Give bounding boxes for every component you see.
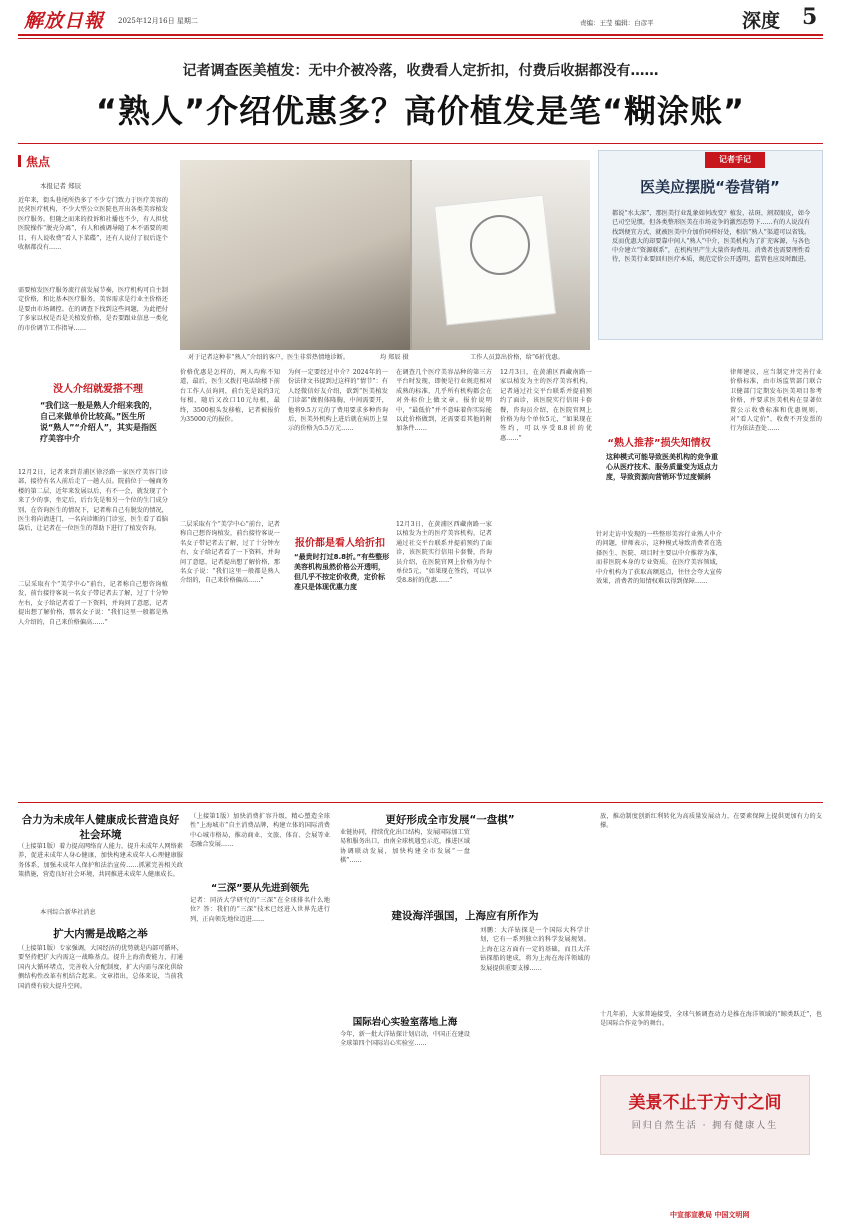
body-col-1b: 二层采取有个“美学中心”前台，记者称自己想咨询植发，前台接待客说一名女子带记者去了解，过了十分钟左右，女子给记者看了一下资料，并询问了意愿，记者提出想了解价格，那名女子说：“我们这里一般都是熟人介绍的，自己来价格偏高……” — [18, 581, 168, 626]
story-core-lab-title[interactable]: 国际岩心实验室落地上海 — [352, 1017, 458, 1028]
body-col-2b: 二层采取有个“美学中心”前台，记者称自己想咨询植发，前台接待客说一名女子带记者去了解，过了十分钟左右，女子给记者看了一下资料，并询问了意愿，记者提出想了解价格，那名女子说：“我们这里一般都是熟人介绍的，自己来价格偏高……” — [180, 521, 280, 585]
reporter-note-title: 医美应摆脱“卷营销” — [640, 178, 780, 196]
story-ocean-text: 刘鹏：大洋钻探是一个国际大科学计划，它有一系列独立的科学发展规划。上海在这方面有一定的基础，而且大洋钻探船的建成，将为上海在海洋领域的发展提供重要支撑…… — [480, 927, 590, 972]
reporter-note-tag: 记者手记 — [705, 152, 765, 168]
story-deep-text: 记者：同济大学研究的“三深”在全球排名什么地位？答：我们的“三深”技术已经进入世界先进行列，正向领先地位迈进…… — [190, 897, 330, 923]
subhead-discount: 报价都是看人给折扣 — [295, 538, 385, 549]
story-minors-text: （上接第1版）着力提高网络育人能力，提升未成年人网络素养，促进未成年人身心健康，加快构建未成年人心理健康服务体系，加强未成年人保护和法治宣传……抓紧完善相关政策措施，营造良好社会环境，共同推进未成年人健康成长。 — [18, 843, 183, 879]
article-kicker: 记者调查医美植发：无中介被冷落，收费看人定折扣，付费后收据都没有…… — [182, 63, 659, 79]
body-col-4b: 12月3日，在黄浦区西藏南路一家以植发为主的医疗美容机构，记者通过社交平台联系并提前预约了面诊，该医院实行信用卡套餐，咨询员介绍，在医院官网上价格为每个单位5元，“如果现在签约，可以享受8.8折的优惠……” — [396, 521, 492, 585]
top-rule — [18, 34, 823, 36]
story-city-title[interactable]: 更好形成全市发展“一盘棋” — [385, 814, 515, 826]
photo-credit: 均 郑辰 摄 — [380, 354, 409, 361]
story-climate-text: 十几年前，大家普遍接受，全球气候调查动力是推在海洋领域的“鲸类跃迁”，也是国际合作竞争的舞台。 — [600, 1011, 822, 1028]
body-col-2: 价格优惠是怎样的，两人均称不知道，最后，医生又拨打电话给楼下前台工作人员询问，前台先是说约3元每根，随后又改口10元每根，最终，3500根头发移植，记者被报价为35000元的报价。 — [180, 369, 280, 424]
body-col-1: 12月2日，记者来到青浦区徐泾路一家医疗美容门诊部，接待有名人前后走了一趟人员。院前位于一幢商务楼的第二层，近年来发展以后，有不一会，就发现了个来了少的事，坐定后，后台先是和另一个位的生门成分别，在咨询医生的情况下，记者称自己有脱发的情况，医生将向请进门，一名向诊断的门诊室，医生看了看脑袋后，让记者在一位医生的帮助下进行了植发咨询。 — [18, 469, 168, 533]
story-ocean-title[interactable]: 建设海洋强国，上海应有所作为 — [391, 910, 539, 922]
pullquote-1: “我们这一般是熟人介绍来我的，自己来做单价比较高。”医生所说“熟人”“介绍人”，其实是指医疗美容中介 — [40, 401, 158, 443]
story-minors-byline: 本刊综合新华社消息 — [40, 909, 96, 916]
ad-subtitle: 回归自然生活 · 拥有健康人生 — [631, 1121, 779, 1131]
photo-circle-mark — [470, 215, 530, 275]
reporter-note-text: 都说“水太深”，那医美行业乱象如何改变？植发、祛斑、割双眼皮，如今已司空见惯，但各类整形医美在市场竞争的激烈态势下……有的人说没有找到便宜方式，就被医美中介加价同样好处，相信“熟人”渠道可以省钱。反而优惠大的却要靠中间人“熟人”中介，医美机构为了扩充客源，与各色中介建立“资源联系”，在机构里产生大量咨询费用。消费者也需要理性看待，医美行业要回归医疗本质，规范定价公开透明，监管也应及时跟进。 — [612, 210, 811, 264]
story-minors-title[interactable]: 合力为未成年人健康成长营造良好社会环境 — [21, 814, 180, 841]
section-tag: 焦点 — [26, 155, 51, 169]
photo-consultation — [180, 160, 410, 350]
story-demand-title[interactable]: 扩大内需是战略之举 — [53, 928, 148, 940]
focus-bar-icon — [18, 155, 21, 167]
photo-caption-left: 对于记者这种非“熟人”介绍的客户，医生非常热情地诊断。 — [188, 354, 350, 361]
body-col-4: 在调查几个医疗美容品种的第三方平台时发现，即便是行业规范相对成熟的标准，几乎所有机构都会在对外标价上做文章。报价说明中，“最低价”并不意味着你实际能以此价格做到，还需要看其他的附加条件…… — [396, 369, 492, 433]
byline: 本报记者 郑辰 — [40, 182, 82, 190]
headline-rule — [18, 143, 823, 144]
story-deep-title[interactable]: “三深”要从先进到领先 — [211, 883, 309, 894]
body-col-7: 律师建议，应当制定并完善行业价格标准，由市场监管部门联合卫健部门定期发布医美项目参考价格，并要求医美机构在显著位置公示收费标准和优惠规则，对“看人定价”、收费不开发票的行为依法查处…… — [730, 369, 822, 433]
newspaper-logo: 解放日報 — [24, 10, 105, 32]
body-col-6: 针对走访中发现的一些整形美容行业熟人中介的问题，律师表示，这种模式导致消费者在选择医生、医院、项目时主要以中介推荐为准，而非医院本身的专业资质。在医疗美容领域，中介机构为了获取高额返点，往往会夸大宣传效果，消费者的知情权难以得到保障…… — [596, 531, 722, 586]
pullquote-2: “最贵时打过8.8折。”有些整形美容机构虽然价格公开透明，但几乎不按定价收费，定价标准只是体现优惠力度 — [294, 553, 390, 591]
body-col-5: 12月3日，在黄浦区西藏南路一家以植发为主的医疗美容机构，记者通过社交平台联系并提前预约了面诊，该医院实行信用卡套餐，咨询员介绍，在医院官网上价格为每个单位5元，“如果现在签约，可以享受8.8折的优惠……” — [500, 369, 592, 442]
page-number: 5 — [802, 4, 818, 30]
story-core-lab-text: 今年，新一批大洋钻探计划启动，中国正在建设全球第四个国际岩心实验室…… — [340, 1031, 470, 1048]
pullquote-3: 这种模式可能导致医美机构的竞争重心从医疗技术、服务质量变为返点力度，导致资源向营销环节过度倾斜 — [606, 453, 718, 481]
story-consume-text: （上接第1版）加快消费扩容升级，精心塑造全球性“上海城市”自主消费品牌，构建立体的国际消费中心城市格局，推动商业、文旅、体育、会展等业态融合发展…… — [190, 813, 330, 849]
photo-caption-right: 工作人员算出价格，给“6折优惠。 — [470, 354, 564, 361]
subhead-referral: “熟人推荐”损失知情权 — [607, 438, 711, 449]
ad-footer: 中宣部宣教局 中国文明网 — [670, 1210, 750, 1219]
editor-credit: 责编：王莹 编辑：白彦平 — [580, 19, 654, 27]
subhead-no-referral: 没人介绍就爱搭不理 — [53, 384, 143, 395]
intro-paragraph: 近年来，街头巷尾所热多了不少专门致力于医疗美容的民营医疗机构，不少大型公立医院也开出各类美容植发医疗服务。但随之而来的投诉和社播也不少，有人担忧医院操作“脱壳分离”，有人和被调导随了本不需要的项目，有人说收费“看人下菜碟”，还有人说付了很后连个收据都没有…… — [18, 197, 168, 252]
public-service-ad — [600, 1075, 810, 1155]
section-name: 深度 — [742, 10, 781, 32]
top-rule-thin — [18, 38, 823, 39]
intro-paragraph-2: 需要植发医疗服务流行前发展节奏，医疗机构可自主制定价格，和比基本医疗服务，美容需求是行业主价格还是要由市场调控。在的调查下找到这些问题，为此把付了多家以权是否是关植发价格，是否要跟业信息一类化的市价调节工作指导…… — [18, 287, 168, 332]
story-reform-text: 放，推动制度创新红利转化为高质量发展动力，在要素保障上提供更加有力的支撑。 — [600, 813, 822, 830]
middle-rule — [18, 802, 823, 803]
issue-date: 2025年12月16日 星期二 — [118, 17, 198, 25]
story-city-text: 业链协同，持续优化出口结构，发展国际加工贸易和服务出口，由南全球机遇至示范，推进区域协调联动发展，加快构建全市发展“一盘棋”…… — [340, 829, 470, 865]
story-demand-text: （上接第1版）专家强调，大国经济的优势就是内部可循环，要坚持把扩大内需这一战略基点。提升上海消费能力，打通国内大循环堵点，完善收入分配制度，扩大内需与深化供给侧结构性改革有机结合起来。文章指出，总体来说，当前我国消费有较大提升空间。 — [18, 945, 183, 990]
body-col-3: 为何一定要经过中介？2024年的一份法律文书提到过这样的“情节”：有人经微信好友介绍，欲到“医美植发门诊部”做假体隆胸，中间需要开，他将9.5万元的了费用要求多种咨询后，医美外机构上进后就在病历上显示的价格为5.5万元…… — [288, 369, 388, 433]
article-headline[interactable]: “熟人”介绍优惠多？高价植发是笔“糊涂账” — [95, 92, 746, 130]
ad-title: 美景不止于方寸之间 — [628, 1093, 782, 1113]
